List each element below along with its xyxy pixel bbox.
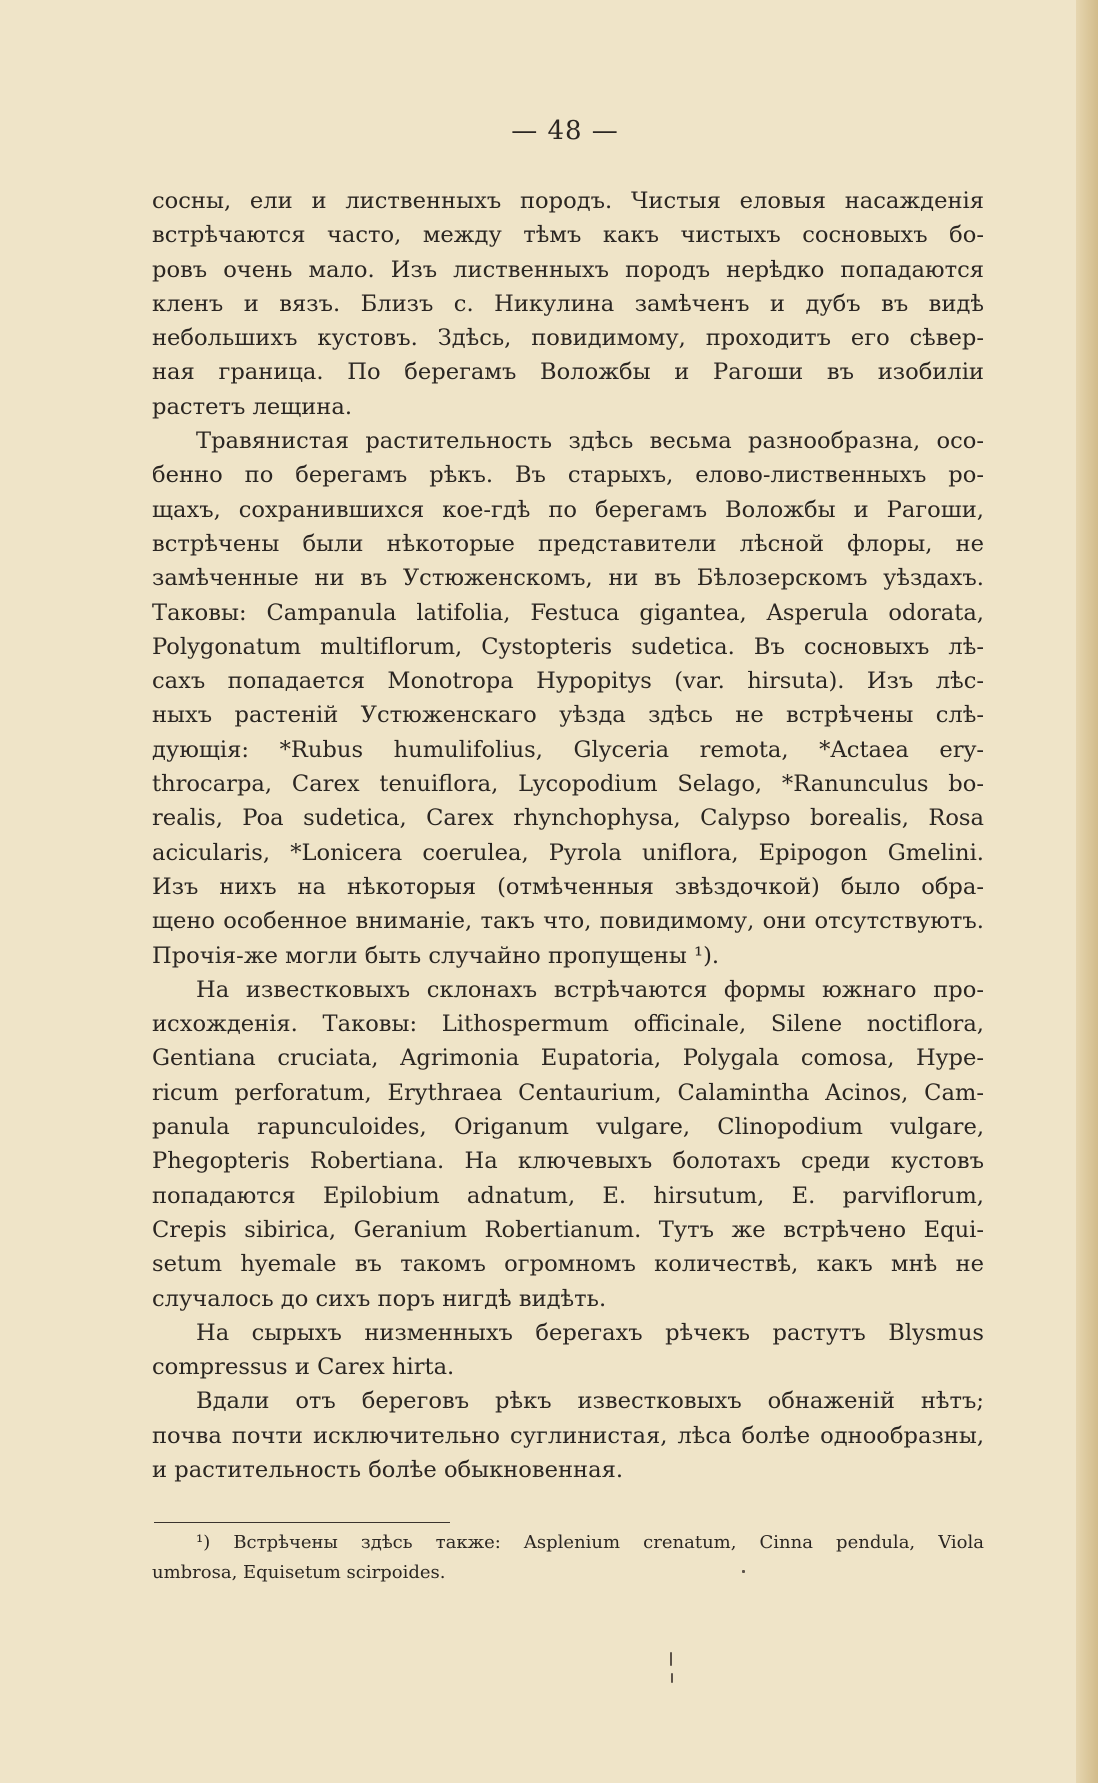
footnote-line: ¹) Встрѣчены здѣсь также: Asplenium crenatum, Cinna pendula, Viola xyxy=(196,1532,984,1553)
text-line: ровъ очень мало. Изъ лиственныхъ породъ нерѣдко попадаются xyxy=(152,256,984,283)
text-line: случалось до сихъ поръ нигдѣ видѣть. xyxy=(152,1285,607,1312)
text-line: щено особенное вниманіе, такъ что, повидимому, они отсутствуютъ. xyxy=(152,908,984,935)
paper-speck xyxy=(671,1673,673,1683)
text-line: Изъ нихъ на нѣкоторыя (отмѣченныя звѣздочкой) было обра- xyxy=(152,873,984,900)
text-line: небольшихъ кустовъ. Здѣсь, повидимому, проходитъ его сѣвер- xyxy=(152,325,984,352)
text-line: throcarpa, Carex tenuiflora, Lycopodium Selago, *Ranunculus bo- xyxy=(152,771,984,798)
text-line: дующія: *Rubus humulifolius, Glyceria remota, *Actaea ery- xyxy=(152,736,984,763)
page-number: — 48 — xyxy=(511,116,619,146)
page-edge-shadow xyxy=(1076,0,1098,1783)
text-line: Таковы: Campanula latifolia, Festuca gigantea, Asperula odorata, xyxy=(152,599,984,626)
text-line: panula rapunculoides, Origanum vulgare, Clinopodium vulgare, xyxy=(152,1114,984,1141)
text-line: исхожденія. Таковы: Lithospermum officinale, Silene noctiflora, xyxy=(152,1011,984,1038)
text-line: На известковыхъ склонахъ встрѣчаются формы южнаго про- xyxy=(196,976,984,1003)
text-line: Прочія-же могли быть случайно пропущены ¹). xyxy=(152,942,720,969)
text-line: почва почти исключительно суглинистая, лѣса болѣе однообразны, xyxy=(152,1422,984,1449)
text-line: acicularis, *Lonicera coerulea, Pyrola uniflora, Epipogon Gmelini. xyxy=(152,839,984,866)
main-text xyxy=(152,184,984,1487)
text-line: ricum perforatum, Erythraea Centaurium, Calamintha Acinos, Cam- xyxy=(152,1079,984,1106)
text-line: щахъ, сохранившихся кое-гдѣ по берегамъ Воложбы и Рагоши, xyxy=(152,496,984,523)
text-line: Вдали отъ береговъ рѣкъ известковыхъ обнаженій нѣтъ; xyxy=(196,1388,984,1415)
text-line: На сырыхъ низменныхъ берегахъ рѣчекъ растутъ Blysmus xyxy=(196,1319,984,1346)
footnote-rule xyxy=(154,1522,450,1523)
text-line: ныхъ растеній Устюженскаго уѣзда здѣсь не встрѣчены слѣ- xyxy=(152,702,984,729)
text-line: и растительность болѣе обыкновенная. xyxy=(152,1456,624,1483)
text-line: сосны, ели и лиственныхъ породъ. Чистыя еловыя насажденія xyxy=(152,188,984,214)
text-line: Crepis sibirica, Geranium Robertianum. Тутъ же встрѣчено Equi- xyxy=(152,1216,984,1243)
text-line: Polygonatum multiflorum, Cystopteris sudetica. Въ сосновыхъ лѣ- xyxy=(152,633,984,660)
paper-speck xyxy=(670,1652,672,1666)
text-line: встрѣчены были нѣкоторые представители лѣсной флоры, не xyxy=(152,530,984,557)
text-line: встрѣчаются часто, между тѣмъ какъ чистыхъ сосновыхъ бо- xyxy=(152,222,984,249)
text-line: compressus и Carex hirta. xyxy=(152,1354,455,1381)
text-line: замѣченные ни въ Устюженскомъ, ни въ Бѣлозерскомъ уѣздахъ. xyxy=(152,565,984,592)
text-line: ная граница. По берегамъ Воложбы и Рагоши въ изобиліи xyxy=(152,359,984,386)
text-line: сахъ попадается Monotropa Hypopitys (var. hirsuta). Изъ лѣс- xyxy=(152,668,984,695)
text-line: Phegopteris Robertiana. На ключевыхъ болотахъ среди кустовъ xyxy=(152,1148,984,1175)
text-line: realis, Poa sudetica, Carex rhynchophysa, Calypso borealis, Rosa xyxy=(152,805,984,832)
text-line: попадаются Epilobium adnatum, E. hirsutum, E. parviflorum, xyxy=(152,1182,984,1209)
text-line: setum hyemale въ такомъ огромномъ количествѣ, какъ мнѣ не xyxy=(152,1251,984,1278)
paper-speck xyxy=(742,1570,745,1573)
footnote xyxy=(152,1528,984,1588)
text-line: растетъ лещина. xyxy=(152,393,353,420)
footnote-line: umbrosa, Equisetum scirpoides. xyxy=(152,1562,446,1583)
text-line: Травянистая растительность здѣсь весьма разнообразна, осо- xyxy=(196,428,984,455)
text-line: Gentiana cruciata, Agrimonia Eupatoria, Polygala comosa, Hype- xyxy=(152,1045,984,1072)
text-line: кленъ и вязъ. Близъ с. Никулина замѣченъ и дубъ въ видѣ xyxy=(152,290,984,317)
text-line: бенно по берегамъ рѣкъ. Въ старыхъ, елово-лиственныхъ ро- xyxy=(152,462,984,489)
